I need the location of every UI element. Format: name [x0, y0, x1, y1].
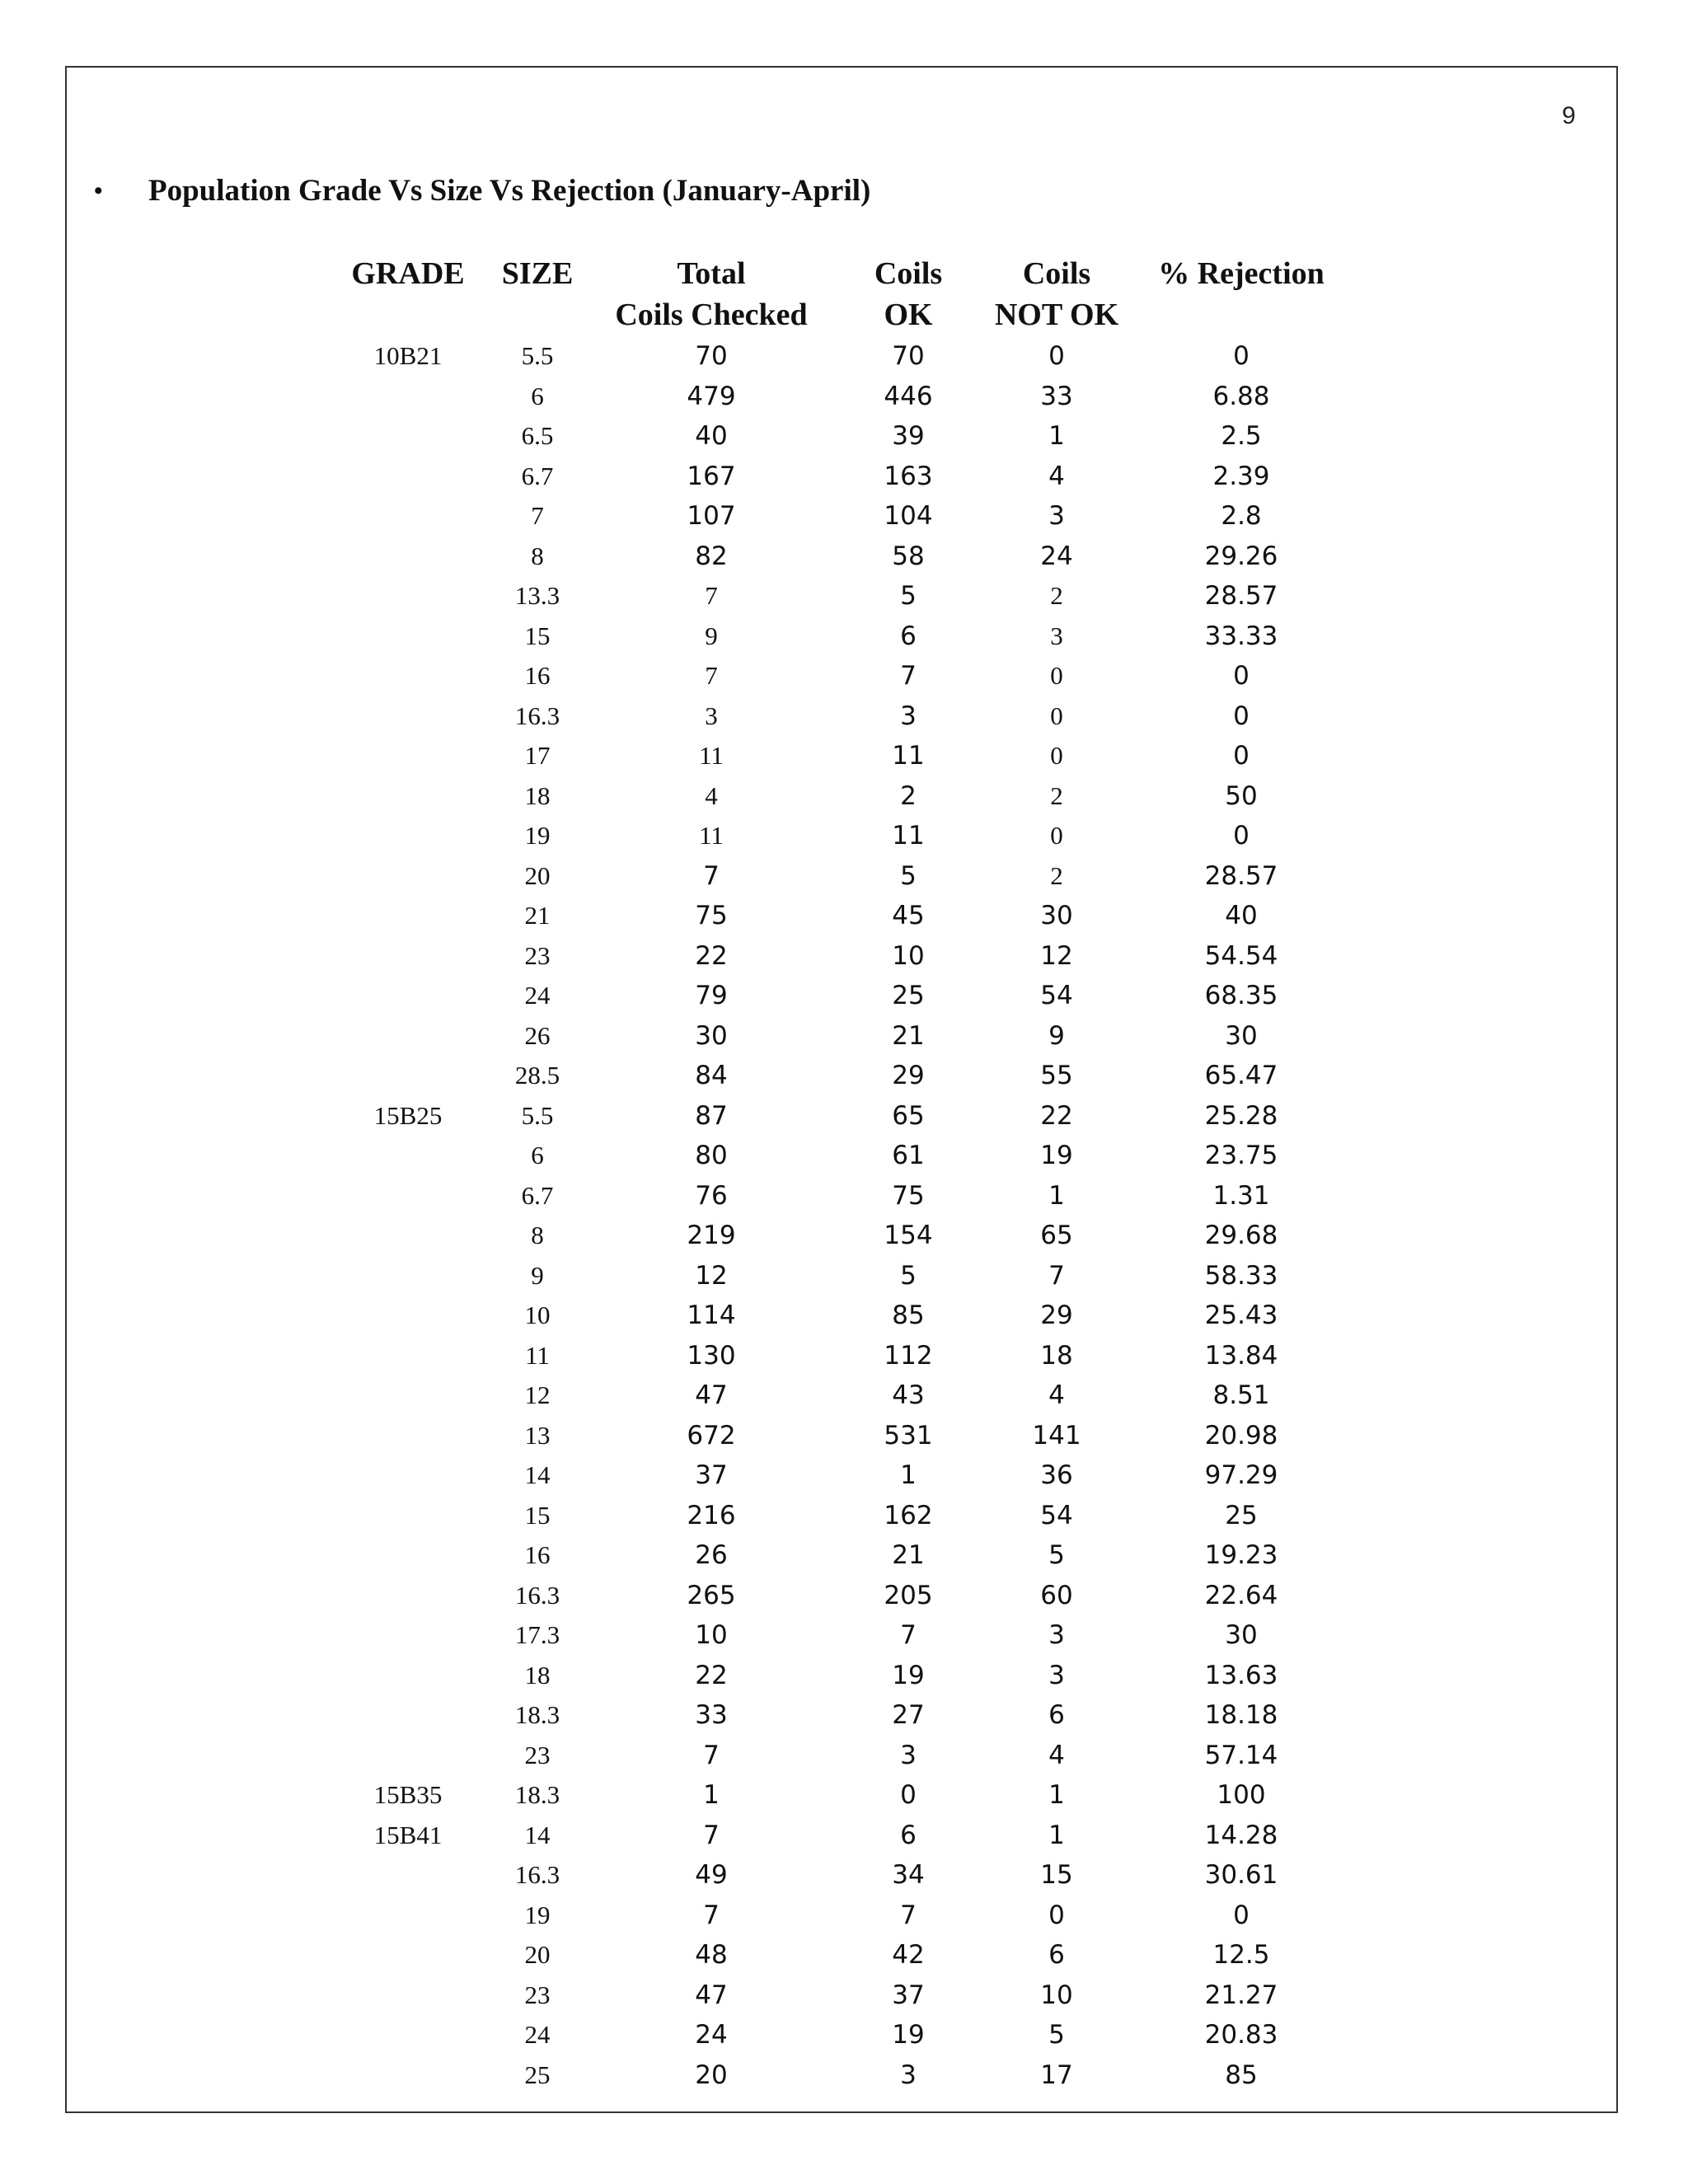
header-total-coils-checked — [604, 253, 818, 335]
cell-grade — [338, 1935, 478, 1975]
cell-coils-not-ok: 3 — [1048, 1660, 1065, 1690]
cell-grade: 15B41 — [373, 1820, 443, 1849]
header-percent-rejection-line — [1142, 294, 1340, 335]
header-size-line: SIZE — [501, 256, 574, 291]
cell-coils-not-ok: 1 — [1048, 1780, 1065, 1810]
cell-total-coils-checked: 107 — [687, 501, 736, 531]
cell-size: 16.3 — [514, 1860, 560, 1889]
cell-total-coils-checked: 11 — [699, 821, 724, 850]
cell-total-coils-checked: 75 — [695, 901, 728, 930]
cell-coils-ok: 19 — [892, 1660, 925, 1690]
cell-grade — [338, 457, 478, 497]
cell-grade — [338, 1336, 478, 1376]
cell-coils-ok: 6 — [900, 621, 917, 651]
cell-total-coils-checked: 672 — [687, 1420, 736, 1451]
cell-percent-rejection: 30 — [1225, 1020, 1258, 1051]
cell-coils-ok: 10 — [892, 940, 925, 971]
cell-total-coils-checked: 76 — [695, 1180, 728, 1211]
cell-coils-ok: 3 — [900, 1740, 917, 1770]
cell-total-coils-checked: 7 — [703, 1900, 720, 1930]
cell-percent-rejection: 85 — [1225, 2060, 1258, 2090]
cell-percent-rejection: 0 — [1233, 741, 1250, 771]
cell-total-coils-checked: 84 — [695, 1061, 728, 1090]
cell-coils-not-ok: 2 — [1050, 780, 1063, 810]
header-coils-not-ok-line: Coils — [1022, 256, 1091, 291]
cell-size: 6.7 — [521, 1180, 554, 1210]
cell-size: 5.5 — [521, 1100, 554, 1130]
cell-size: 17 — [524, 741, 551, 770]
cell-total-coils-checked: 24 — [695, 2020, 728, 2050]
cell-coils-not-ok: 0 — [1048, 341, 1065, 371]
cell-grade — [338, 1496, 478, 1536]
cell-coils-not-ok: 9 — [1048, 1020, 1065, 1051]
cell-grade — [338, 1656, 478, 1696]
cell-size: 6 — [531, 1141, 544, 1169]
cell-total-coils-checked: 33 — [695, 1700, 728, 1730]
cell-grade — [338, 496, 478, 537]
cell-size: 14 — [524, 1460, 551, 1489]
cell-coils-not-ok: 22 — [1040, 1100, 1073, 1131]
cell-total-coils-checked: 87 — [695, 1100, 728, 1131]
cell-size: 23 — [524, 940, 551, 970]
cell-coils-not-ok: 36 — [1040, 1460, 1073, 1490]
cell-size: 20 — [524, 1940, 551, 1969]
cell-size: 17.3 — [514, 1620, 560, 1649]
cell-percent-rejection: 0 — [1233, 1900, 1250, 1930]
cell-coils-ok: 2 — [900, 780, 917, 811]
cell-total-coils-checked: 37 — [695, 1460, 728, 1490]
cell-coils-ok: 70 — [892, 341, 925, 371]
cell-coils-not-ok: 4 — [1048, 1740, 1065, 1770]
cell-coils-not-ok: 4 — [1048, 461, 1065, 491]
cell-percent-rejection: 14.28 — [1204, 1820, 1278, 1850]
cell-coils-not-ok: 1 — [1048, 1820, 1065, 1850]
cell-size: 26 — [524, 1020, 551, 1050]
cell-percent-rejection: 33.33 — [1204, 621, 1278, 651]
cell-size: 24 — [524, 2020, 551, 2049]
cell-coils-ok: 11 — [892, 741, 925, 771]
cell-coils-ok: 25 — [892, 981, 925, 1010]
cell-total-coils-checked: 7 — [703, 1740, 720, 1770]
header-grade — [338, 253, 478, 335]
cell-total-coils-checked: 20 — [695, 2060, 728, 2090]
cell-size: 8 — [531, 1221, 544, 1249]
header-percent-rejection-line: % Rejection — [1158, 256, 1325, 291]
cell-size: 5.5 — [521, 341, 554, 370]
cell-grade — [338, 616, 478, 657]
cell-total-coils-checked: 12 — [695, 1260, 728, 1291]
cell-grade — [338, 856, 478, 897]
cell-coils-ok: 21 — [892, 1540, 925, 1570]
cell-total-coils-checked: 479 — [687, 381, 736, 411]
cell-total-coils-checked: 130 — [687, 1340, 736, 1371]
cell-coils-ok: 0 — [900, 1780, 917, 1810]
cell-grade — [338, 537, 478, 577]
cell-coils-not-ok: 29 — [1040, 1301, 1073, 1330]
cell-total-coils-checked: 11 — [699, 741, 724, 770]
cell-grade — [338, 1736, 478, 1776]
cell-grade — [338, 1176, 478, 1216]
header-total-coils-checked-line: Total — [677, 256, 746, 291]
cell-size: 15 — [524, 1500, 551, 1530]
cell-grade: 15B25 — [373, 1100, 443, 1130]
cell-size: 15 — [524, 621, 551, 650]
cell-coils-not-ok: 60 — [1040, 1580, 1073, 1610]
header-coils-ok — [851, 253, 966, 335]
cell-total-coils-checked: 7 — [703, 1820, 720, 1850]
cell-coils-not-ok: 3 — [1048, 1620, 1065, 1650]
cell-total-coils-checked: 82 — [695, 541, 728, 571]
cell-percent-rejection: 22.64 — [1204, 1580, 1278, 1610]
cell-total-coils-checked: 9 — [705, 621, 718, 650]
header-grade-line: GRADE — [351, 256, 465, 291]
cell-percent-rejection: 68.35 — [1204, 981, 1278, 1010]
cell-grade — [338, 2055, 478, 2096]
cell-coils-not-ok: 65 — [1040, 1221, 1073, 1250]
header-size-line — [488, 294, 587, 335]
cell-total-coils-checked: 26 — [695, 1540, 728, 1570]
cell-coils-not-ok: 12 — [1040, 940, 1073, 971]
cell-coils-ok: 7 — [900, 661, 917, 691]
header-coils-ok-line: Coils — [874, 256, 943, 291]
cell-grade — [338, 936, 478, 977]
cell-size: 14 — [524, 1820, 551, 1849]
cell-percent-rejection: 30 — [1225, 1620, 1258, 1650]
cell-coils-not-ok: 6 — [1048, 1940, 1065, 1970]
cell-coils-ok: 61 — [892, 1141, 925, 1170]
cell-grade — [338, 1296, 478, 1336]
cell-total-coils-checked: 219 — [687, 1221, 736, 1250]
cell-grade — [338, 1056, 478, 1096]
cell-coils-ok: 5 — [900, 581, 917, 611]
cell-size: 13.3 — [514, 581, 560, 610]
header-percent-rejection — [1142, 253, 1340, 335]
cell-size: 28.5 — [514, 1061, 560, 1090]
cell-grade — [338, 1576, 478, 1616]
cell-size: 16 — [524, 1540, 551, 1569]
cell-coils-not-ok: 141 — [1032, 1420, 1081, 1451]
cell-size: 6 — [531, 381, 544, 410]
cell-total-coils-checked: 1 — [703, 1780, 720, 1810]
cell-total-coils-checked: 7 — [705, 661, 718, 690]
cell-coils-ok: 3 — [900, 2060, 917, 2090]
section-heading-text: Population Grade Vs Size Vs Rejection (January-April) — [148, 174, 871, 208]
cell-size: 13 — [524, 1420, 551, 1450]
cell-percent-rejection: 40 — [1225, 901, 1258, 930]
cell-coils-not-ok: 5 — [1048, 2020, 1065, 2050]
cell-grade — [338, 976, 478, 1016]
cell-size: 20 — [524, 860, 551, 890]
page-frame — [65, 66, 1618, 2113]
header-coils-not-ok — [974, 253, 1139, 335]
cell-coils-not-ok: 0 — [1048, 1900, 1065, 1930]
cell-grade — [338, 1615, 478, 1656]
cell-coils-ok: 65 — [892, 1100, 925, 1131]
cell-percent-rejection: 25.28 — [1204, 1100, 1278, 1131]
cell-total-coils-checked: 48 — [695, 1940, 728, 1970]
cell-grade — [338, 696, 478, 737]
cell-size: 7 — [531, 501, 544, 530]
cell-coils-ok: 37 — [892, 1980, 925, 2010]
cell-size: 18.3 — [514, 1700, 560, 1729]
cell-coils-ok: 39 — [892, 421, 925, 451]
cell-size: 19 — [524, 821, 551, 850]
cell-coils-ok: 43 — [892, 1380, 925, 1410]
cell-coils-ok: 104 — [884, 501, 933, 531]
cell-grade — [338, 896, 478, 936]
cell-size: 16.3 — [514, 1580, 560, 1610]
cell-percent-rejection: 29.68 — [1204, 1221, 1278, 1250]
cell-size: 19 — [524, 1900, 551, 1929]
cell-coils-ok: 58 — [892, 541, 925, 571]
cell-size: 10 — [524, 1301, 551, 1329]
cell-coils-not-ok: 54 — [1040, 1500, 1073, 1530]
cell-coils-not-ok: 55 — [1040, 1061, 1073, 1090]
cell-percent-rejection: 29.26 — [1204, 541, 1278, 571]
cell-size: 23 — [524, 1740, 551, 1769]
cell-total-coils-checked: 216 — [687, 1500, 736, 1530]
cell-grade: 15B35 — [373, 1780, 443, 1809]
cell-coils-not-ok: 0 — [1050, 661, 1063, 690]
cell-percent-rejection: 0 — [1233, 821, 1250, 851]
cell-percent-rejection: 28.57 — [1204, 581, 1278, 611]
cell-total-coils-checked: 265 — [687, 1580, 736, 1610]
cell-total-coils-checked: 40 — [695, 421, 728, 451]
cell-grade — [338, 2015, 478, 2055]
cell-percent-rejection: 23.75 — [1204, 1141, 1278, 1170]
cell-grade — [338, 816, 478, 856]
cell-size: 18.3 — [514, 1780, 560, 1809]
cell-size: 16.3 — [514, 701, 560, 730]
cell-grade — [338, 1535, 478, 1576]
cell-percent-rejection: 12.5 — [1212, 1940, 1270, 1970]
cell-total-coils-checked: 3 — [705, 701, 718, 730]
cell-percent-rejection: 97.29 — [1204, 1460, 1278, 1490]
cell-coils-ok: 75 — [892, 1180, 925, 1211]
cell-total-coils-checked: 30 — [695, 1020, 728, 1051]
cell-coils-not-ok: 15 — [1040, 1860, 1073, 1890]
cell-percent-rejection: 57.14 — [1204, 1740, 1278, 1770]
cell-total-coils-checked: 10 — [695, 1620, 728, 1650]
cell-coils-ok: 27 — [892, 1700, 925, 1730]
cell-grade — [338, 1216, 478, 1256]
header-coils-not-ok-line: NOT OK — [994, 298, 1119, 332]
cell-size: 6.7 — [521, 461, 554, 490]
cell-coils-ok: 163 — [884, 461, 933, 491]
cell-coils-ok: 42 — [892, 1940, 925, 1970]
cell-grade — [338, 576, 478, 616]
cell-coils-ok: 45 — [892, 901, 925, 930]
cell-grade — [338, 1855, 478, 1896]
cell-coils-ok: 21 — [892, 1020, 925, 1051]
cell-total-coils-checked: 79 — [695, 981, 728, 1010]
cell-coils-ok: 154 — [884, 1221, 933, 1250]
cell-coils-ok: 446 — [884, 381, 933, 411]
cell-coils-ok: 5 — [900, 860, 917, 891]
header-total-coils-checked-line: Coils Checked — [615, 298, 808, 332]
cell-coils-not-ok: 17 — [1040, 2060, 1073, 2090]
cell-percent-rejection: 25.43 — [1204, 1301, 1278, 1330]
cell-coils-not-ok: 1 — [1048, 1180, 1065, 1211]
cell-coils-not-ok: 3 — [1048, 501, 1065, 531]
cell-total-coils-checked: 80 — [695, 1141, 728, 1170]
cell-coils-not-ok: 18 — [1040, 1340, 1073, 1371]
cell-total-coils-checked: 4 — [705, 780, 718, 810]
bullet-icon: • — [94, 176, 103, 204]
cell-percent-rejection: 20.98 — [1204, 1420, 1278, 1451]
cell-grade — [338, 1136, 478, 1176]
cell-coils-ok: 11 — [892, 821, 925, 851]
cell-coils-not-ok: 1 — [1048, 421, 1065, 451]
cell-coils-ok: 1 — [900, 1460, 917, 1490]
section-heading — [94, 173, 870, 209]
cell-grade: 10B21 — [373, 341, 443, 370]
cell-size: 6.5 — [521, 421, 554, 450]
cell-coils-ok: 112 — [884, 1340, 933, 1371]
header-coils-ok-line: OK — [884, 298, 933, 332]
cell-coils-ok: 162 — [884, 1500, 933, 1530]
cell-grade — [338, 1256, 478, 1296]
cell-percent-rejection: 50 — [1225, 780, 1258, 811]
cell-percent-rejection: 2.5 — [1221, 421, 1262, 451]
cell-coils-not-ok: 0 — [1050, 741, 1063, 770]
cell-grade — [338, 1376, 478, 1416]
cell-total-coils-checked: 7 — [703, 860, 720, 891]
cell-grade — [338, 1896, 478, 1936]
cell-coils-ok: 5 — [900, 1260, 917, 1291]
cell-size: 9 — [531, 1260, 544, 1290]
cell-coils-not-ok: 0 — [1050, 821, 1063, 850]
cell-grade — [338, 377, 478, 417]
cell-total-coils-checked: 70 — [695, 341, 728, 371]
cell-total-coils-checked: 47 — [695, 1980, 728, 2010]
cell-percent-rejection: 6.88 — [1212, 381, 1270, 411]
cell-size: 21 — [524, 901, 551, 930]
cell-percent-rejection: 100 — [1217, 1780, 1266, 1810]
cell-coils-not-ok: 10 — [1040, 1980, 1073, 2010]
cell-total-coils-checked: 167 — [687, 461, 736, 491]
cell-coils-not-ok: 33 — [1040, 381, 1073, 411]
cell-percent-rejection: 65.47 — [1204, 1061, 1278, 1090]
cell-percent-rejection: 21.27 — [1204, 1980, 1278, 2010]
cell-grade — [338, 1695, 478, 1736]
cell-grade — [338, 736, 478, 776]
cell-coils-ok: 19 — [892, 2020, 925, 2050]
cell-size: 11 — [525, 1340, 550, 1370]
cell-coils-not-ok: 6 — [1048, 1700, 1065, 1730]
cell-size: 18 — [524, 1660, 551, 1690]
cell-total-coils-checked: 47 — [695, 1380, 728, 1410]
cell-coils-ok: 85 — [892, 1301, 925, 1330]
cell-percent-rejection: 2.39 — [1212, 461, 1270, 491]
cell-size: 23 — [524, 1980, 551, 2009]
cell-percent-rejection: 0 — [1233, 701, 1250, 731]
cell-coils-ok: 3 — [900, 701, 917, 731]
cell-grade — [338, 656, 478, 696]
cell-coils-ok: 205 — [884, 1580, 933, 1610]
cell-coils-ok: 29 — [892, 1061, 925, 1090]
cell-percent-rejection: 0 — [1233, 341, 1250, 371]
cell-size: 24 — [524, 981, 551, 1010]
cell-grade — [338, 776, 478, 817]
cell-coils-not-ok: 24 — [1040, 541, 1073, 571]
cell-coils-not-ok: 2 — [1050, 581, 1063, 610]
cell-size: 25 — [524, 2060, 551, 2089]
cell-percent-rejection: 28.57 — [1204, 860, 1278, 891]
header-size — [488, 253, 587, 335]
cell-grade — [338, 1016, 478, 1057]
cell-percent-rejection: 20.83 — [1204, 2020, 1278, 2050]
cell-grade — [338, 1975, 478, 2016]
cell-coils-not-ok: 19 — [1040, 1141, 1073, 1170]
cell-percent-rejection: 19.23 — [1204, 1540, 1278, 1570]
cell-coils-not-ok: 3 — [1050, 621, 1063, 650]
cell-size: 16 — [524, 661, 551, 690]
cell-grade — [338, 1455, 478, 1496]
cell-percent-rejection: 1.31 — [1212, 1180, 1270, 1211]
cell-percent-rejection: 58.33 — [1204, 1260, 1278, 1291]
cell-coils-not-ok: 4 — [1048, 1380, 1065, 1410]
cell-total-coils-checked: 7 — [705, 581, 718, 610]
cell-total-coils-checked: 114 — [687, 1301, 736, 1330]
cell-coils-not-ok: 7 — [1048, 1260, 1065, 1291]
cell-percent-rejection: 0 — [1233, 661, 1250, 691]
cell-percent-rejection: 30.61 — [1204, 1860, 1278, 1890]
cell-percent-rejection: 18.18 — [1204, 1700, 1278, 1730]
cell-grade — [338, 1416, 478, 1456]
cell-total-coils-checked: 22 — [695, 1660, 728, 1690]
cell-size: 18 — [524, 780, 551, 810]
page-number: 9 — [1562, 102, 1576, 129]
cell-total-coils-checked: 49 — [695, 1860, 728, 1890]
cell-grade — [338, 416, 478, 457]
cell-percent-rejection: 25 — [1225, 1500, 1258, 1530]
cell-percent-rejection: 2.8 — [1221, 501, 1262, 531]
cell-size: 8 — [531, 541, 544, 570]
cell-percent-rejection: 54.54 — [1204, 940, 1278, 971]
cell-coils-ok: 34 — [892, 1860, 925, 1890]
cell-percent-rejection: 13.63 — [1204, 1660, 1278, 1690]
cell-coils-not-ok: 2 — [1050, 860, 1063, 890]
cell-coils-not-ok: 30 — [1040, 901, 1073, 930]
cell-coils-not-ok: 54 — [1040, 981, 1073, 1010]
cell-size: 12 — [524, 1380, 551, 1409]
cell-coils-ok: 7 — [900, 1900, 917, 1930]
cell-coils-ok: 6 — [900, 1820, 917, 1850]
cell-coils-not-ok: 5 — [1048, 1540, 1065, 1570]
cell-coils-ok: 7 — [900, 1620, 917, 1650]
cell-total-coils-checked: 22 — [695, 940, 728, 971]
header-grade-line — [338, 294, 478, 335]
cell-coils-not-ok: 0 — [1050, 701, 1063, 730]
cell-percent-rejection: 13.84 — [1204, 1340, 1278, 1371]
cell-coils-ok: 531 — [884, 1420, 933, 1451]
cell-percent-rejection: 8.51 — [1212, 1380, 1270, 1410]
